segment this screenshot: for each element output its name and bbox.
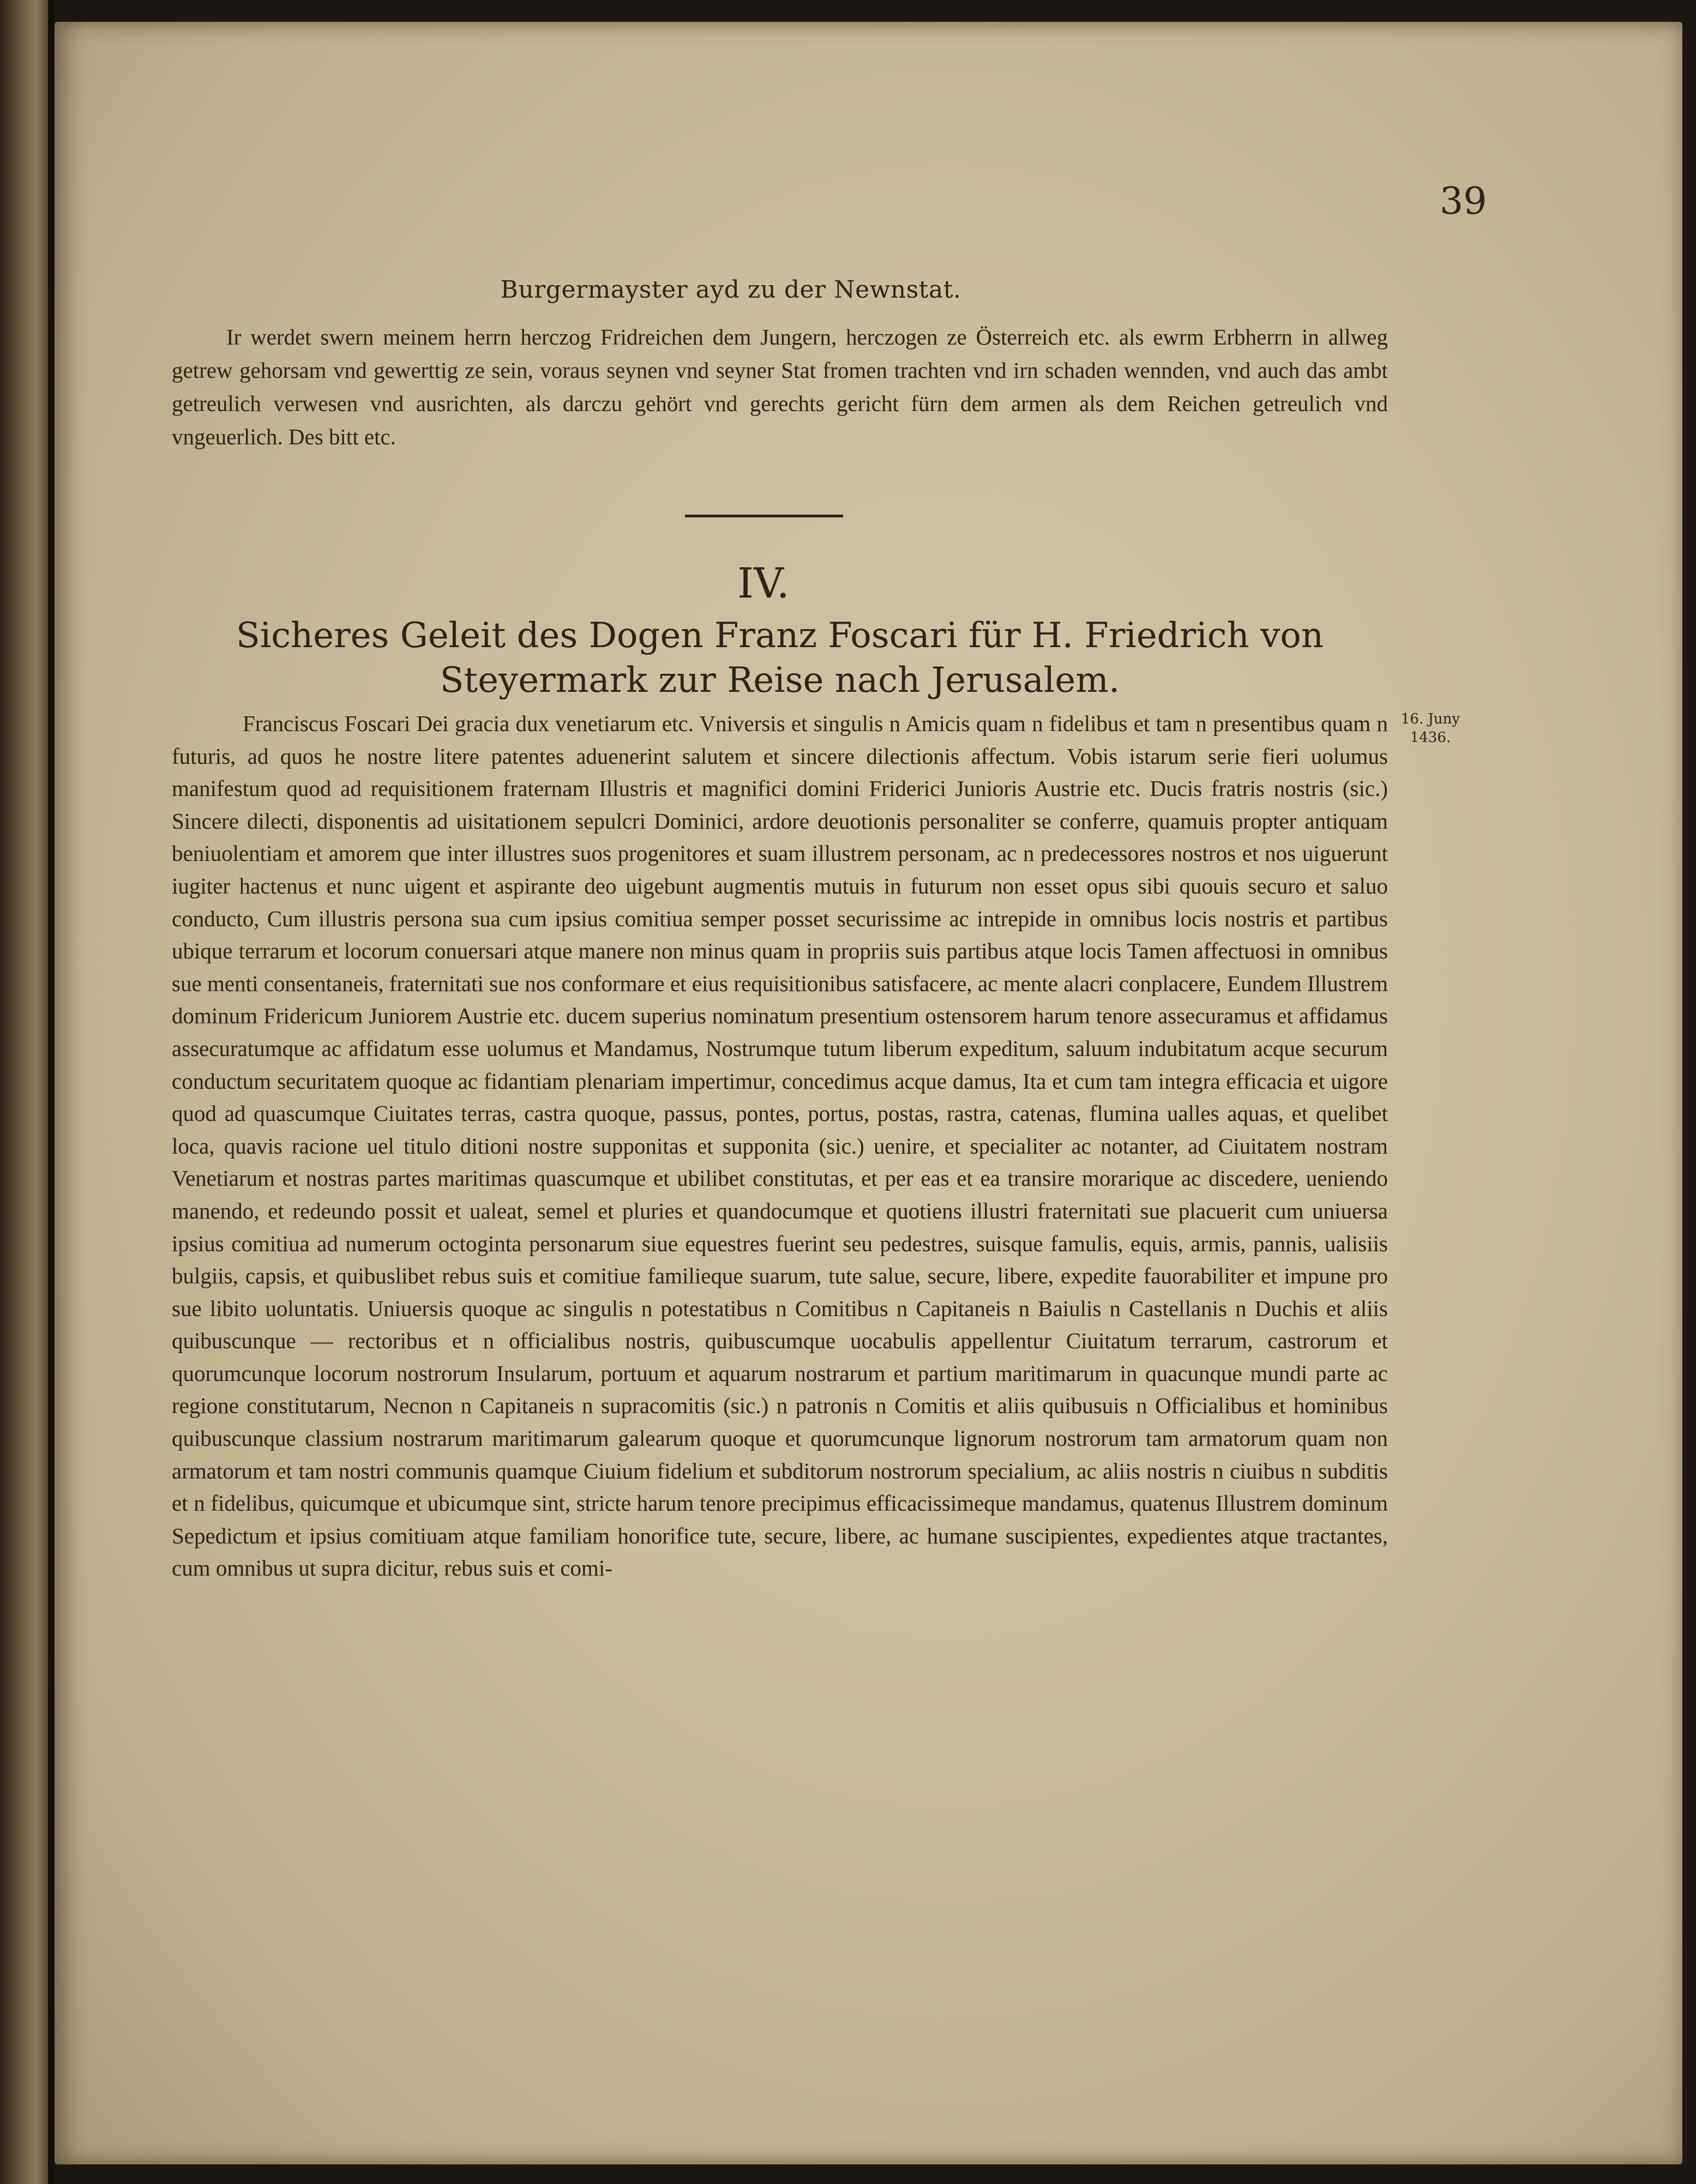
page-number: 39 bbox=[1440, 180, 1487, 223]
section-divider-rule bbox=[685, 515, 843, 517]
section-heading: Sicheres Geleit des Dogen Franz Foscari für H. Friedrich von Steyermark zur Reise nach Jerusalem. bbox=[236, 616, 1324, 701]
oath-title: Burgermayster ayd zu der Newnstat. bbox=[500, 276, 961, 304]
letter-body-paragraph: Franciscus Foscari Dei gracia dux venetiarum etc. Vniversis et singulis n Amicis quam n fidelibus et tam n presentibus quam n futuris, ad quos he nostre litere patentes aduenerint salutem et sincere dilectionis affectum. Vobis istarum serie fieri uolumus manifestum quod ad requisitionem fraternam Illustris et magnifici domini Friderici Junioris Austrie etc. Ducis fratris nostris (sic.) Sincere dilecti, disponentis ad uisitationem sepulcri Dominici, ardore deuotionis personaliter se conferre, quamuis propter antiquam beniuolentiam et amorem que inter illustres suos progenitores et suam illustrem personam, ac n predecessores nostros et nos uiguerunt iugiter hactenus et nunc uigent et aspirante deo uigebunt augmentis mutuis in futurum non esset opus sibi quouis securo et saluo conducto, Cum illustris persona sua cum ipsius comitiua semper posset securissime ac intrepide in omnibus locis nostris et partibus ubique terrarum et locorum conuersari atque manere non minus quam in propriis suis partibus atque locis Tamen affectuosi in omnibus sue menti consentaneis, fraternitati sue nos conformare et eius requisitionibus satisfacere, ac mente alacri conplacere, Eundem Illustrem dominum Fridericum Juniorem Austrie etc. ducem superius nominatum presentium ostensorem harum tenore assecuramus et affidamus assecuratumque ac affidatum esse uolumus et Mandamus, Nostrumque tutum liberum expeditum, saluum indubitatum acque securum conductum securitatem quoque ac fidantiam plenariam impertimur, concedimus acque damus, Ita et cum tam integra efficacia et uigore quod ad quascumque Ciuitates terras, castra quoque, passus, pontes, portus, postas, rastra, catenas, flumina ualles aquas, et quelibet loca, quavis racione uel titulo ditioni nostre supponitas et supponita (sic.) uenire, et specialiter ac notanter, ad Ciuitatem nostram Venetiarum et nostras partes maritimas quascumque et ubilibet constitutas, et per eas et ea transire morarique ac discedere, ueniendo manendo, et redeundo possit et ualeat, semel et pluries et quandocumque et quotiens illustri fraternitati sue placuerit cum uniuersa ipsius comitiua ad numerum octoginta personarum siue equestres fuerint seu pedestres, suisque famulis, equis, armis, pannis, ualisiis bulgiis, capsis, et quibuslibet rebus suis et comitiue familieque suarum, tute salue, secure, libere, expedite fauorabiliter et impune pro sue libito uoluntatis. Uniuersis quoque ac singulis n potestatibus n Comitibus n Capitaneis n Baiulis n Castellanis n Duchis et aliis quibuscunque — rectoribus et n officialibus nostris, quibuscumque uocabulis appellentur Ciuitatum terrarum, castrorum et quorumcunque locorum nostrorum Insularum, portuum et aquarum nostrarum et partium maritimarum in quacunque mundi parte ac regione constitutarum, Necnon n Capitaneis n supracomitis (sic.) n patronis n Comitis et aliis quibusuis n Officialibus et hominibus quibuscunque classium nostrarum maritimarum galearum quoque et quorumcunque lignorum nostrorum tam armatorum quam non armatorum et tam nostri communis quamque Ciuium fidelium et subditorum nostrorum specialium, ac aliis nostris n ciuibus n subditis et n fidelibus, quicumque et ubicumque sint, stricte harum tenore precipimus efficacissimeque mandamus, quatenus Illustrem dominum Sepedictum et ipsius comitiuam atque familiam honorifice tute, secure, libere, ac humane suscipientes, expedientes atque tractantes, cum omnibus ut supra dicitur, rebus suis et comi- bbox=[172, 711, 1388, 1581]
adjacent-left-page-edge bbox=[0, 0, 48, 2184]
section-numeral: IV. bbox=[737, 559, 790, 607]
scanned-book-page bbox=[55, 22, 1682, 2164]
margin-date-note: 16. Juny 1436. bbox=[1400, 711, 1460, 746]
book-gutter bbox=[48, 0, 55, 2184]
oath-body-paragraph: Ir werdet swern meinem herrn herczog Fridreichen dem Jungern, herczogen ze Österreich etc. als ewrm Erbherrn in allweg getrew gehorsam vnd gewerttig ze sein, voraus seynen vnd seyner Stat fromen trachten vnd irn schaden wennden, vnd auch das ambt getreulich verwesen vnd ausrichten, als darczu gehört vnd gerechts gericht fürn dem armen als dem Reichen getreulich vnd vngeuerlich. Des bitt etc. bbox=[172, 324, 1388, 449]
